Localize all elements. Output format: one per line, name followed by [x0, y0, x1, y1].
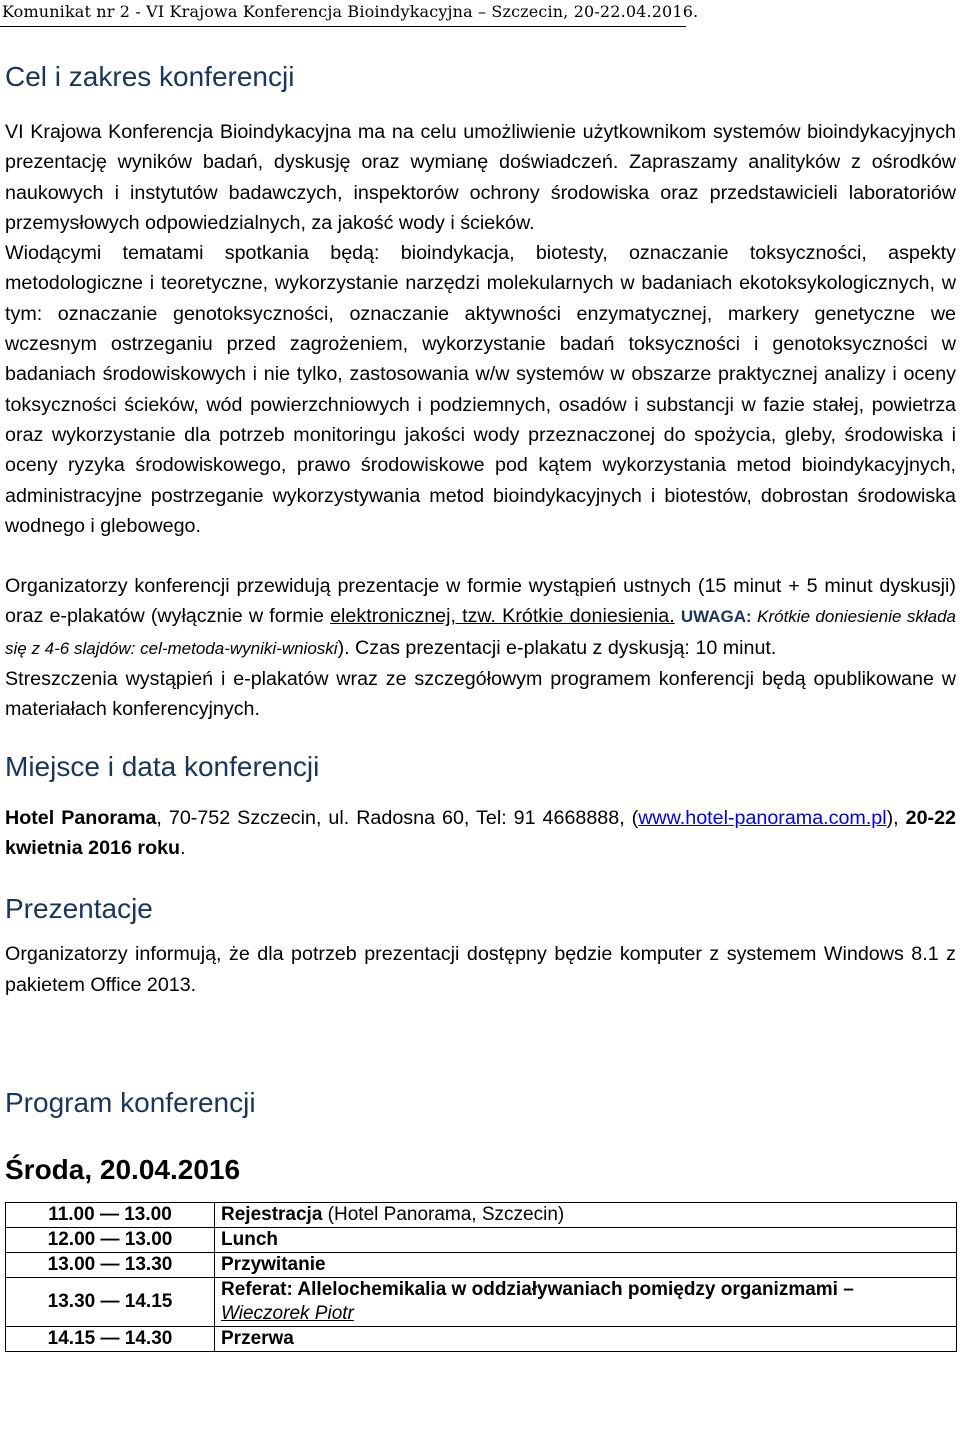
table-row [6, 1252, 957, 1277]
hotel-address: , 70-752 Szczecin, ul. Radosna 60, Tel: 91 4668888, ( [156, 806, 639, 829]
presentations-paragraph: Organizatorzy informują, że dla potrzeb prezentacji dostępny będzie komputer z systemem Windows 8.1 z pakietem Office 2013. [5, 943, 956, 996]
table-row [6, 1202, 957, 1227]
abstracts-paragraph: Streszczenia wystąpień i e-plakatów wraz ze szczegółowym programem konferencji będą opublikowane w materiałach konferencyjnych. [5, 668, 956, 721]
hotel-name: Hotel Panorama [5, 806, 157, 829]
document-body [5, 38, 956, 1352]
poster-time-text: ). Czas prezentacji e-plakatu z dyskusją: 10 minut. [337, 636, 777, 659]
uwaga-text: Krótkie doniesienie składa się z 4-6 slajdów: cel-metoda-wyniki-wnioski [5, 607, 956, 658]
time-cell: 13.30 — 14.15 [6, 1277, 215, 1326]
event-cell [215, 1202, 957, 1227]
section-title-program: Program konferencji [5, 1086, 256, 1118]
event-title: Przerwa [221, 1327, 294, 1349]
time-cell: 11.00 — 13.00 [6, 1202, 215, 1227]
event-title: Przywitanie [221, 1253, 326, 1275]
venue-paragraph [5, 803, 956, 864]
venue-end: . [180, 836, 186, 859]
event-detail: (Hotel Panorama, Szczecin) [322, 1203, 565, 1225]
time-cell: 14.15 — 14.30 [6, 1326, 215, 1351]
section-title-presentations: Prezentacje [5, 893, 153, 925]
event-cell [215, 1326, 957, 1351]
topics-paragraph: Wiodącymi tematami spotkania będą: bioindykacja, biotesty, oznaczanie toksyczności, aspekty metodologiczne i teoretyczne, wykorzystanie narzędzi molekularnych w badaniach ekotoksykologicznych, w tym: oznaczanie genotoksyczności, oznaczanie aktywności enzymatycznej, markery genetyczne we wczesnym ostrzeganiu przed zagrożeniem, wykorzystanie badań toksyczności i genotoksyczności w badaniach środowiskowych i nie tylko, zastosowania w/w systemów w obszarze praktycznej analizy i oceny toksyczności ścieków, wód powierzchniowych i podziemnych, osadów i substancji w fazie stałej, powietrza oraz wykorzystanie dla potrzeb monitoringu jakości wody przeznaczonej do spożycia, gleby, środowiska i oceny ryzyka środowiskowego, prawo środowiskowe pod kątem wykorzystania metod bioindykacyjnych, administracyjne postrzeganie wykorzystywania metod bioindykacyjnych i biotestów, dobrostan środowiska wodnego i glebowego. [5, 242, 956, 537]
time-cell: 13.00 — 13.30 [6, 1252, 215, 1277]
hotel-url-link[interactable]: www.hotel-panorama.com.pl [638, 806, 887, 829]
section-title-venue: Miejsce i data konferencji [5, 750, 320, 782]
event-cell [215, 1252, 957, 1277]
uwaga-label: UWAGA: [680, 607, 752, 627]
url-close: ), [886, 806, 906, 829]
conference-dates: 20-22 kwietnia 2016 roku [5, 806, 956, 859]
short-reports-link[interactable]: elektronicznej, tzw. Krótkie doniesienia. [330, 605, 675, 628]
presentation-forms-paragraph [5, 571, 956, 664]
event-title: Rejestracja [221, 1203, 323, 1225]
forms-text: Organizatorzy konferencji przewidują prezentacje w formie wystąpień ustnych (15 minut + 5 minut dyskusji) oraz e-plakatów (wyłącznie w formie [5, 575, 956, 628]
table-row [6, 1227, 957, 1252]
event-cell [215, 1227, 957, 1252]
day-heading: Środa, 20.04.2016 [5, 1153, 241, 1185]
event-title: Referat: Allelochemikalia w oddziaływaniach pomiędzy organizmami – [221, 1278, 854, 1300]
event-cell [215, 1277, 957, 1326]
event-title: Lunch [221, 1228, 278, 1250]
table-row [6, 1326, 957, 1351]
speaker-name: Wieczorek Piotr [221, 1302, 354, 1324]
goals-paragraph: VI Krajowa Konferencja Bioindykacyjna ma na celu umożliwienie użytkownikom systemów bioindykacyjnych prezentację wyników badań, dyskusję oraz wymianę doświadczeń. Zapraszamy analityków z ośrodków naukowych i instytutów badawczych, inspektorów ochrony środowiska oraz przedstawicieli laboratoriów przemysłowych odpowiedzialnych, za jakość wody i ścieków. [5, 121, 956, 234]
program-table [5, 1202, 957, 1352]
table-row [6, 1277, 957, 1326]
section-title-goals: Cel i zakres konferencji [5, 61, 295, 92]
time-cell: 12.00 — 13.00 [6, 1227, 215, 1252]
page-header: Komunikat nr 2 - VI Krajowa Konferencja Bioindykacyjna – Szczecin, 20-22.04.2016. [0, 0, 686, 27]
